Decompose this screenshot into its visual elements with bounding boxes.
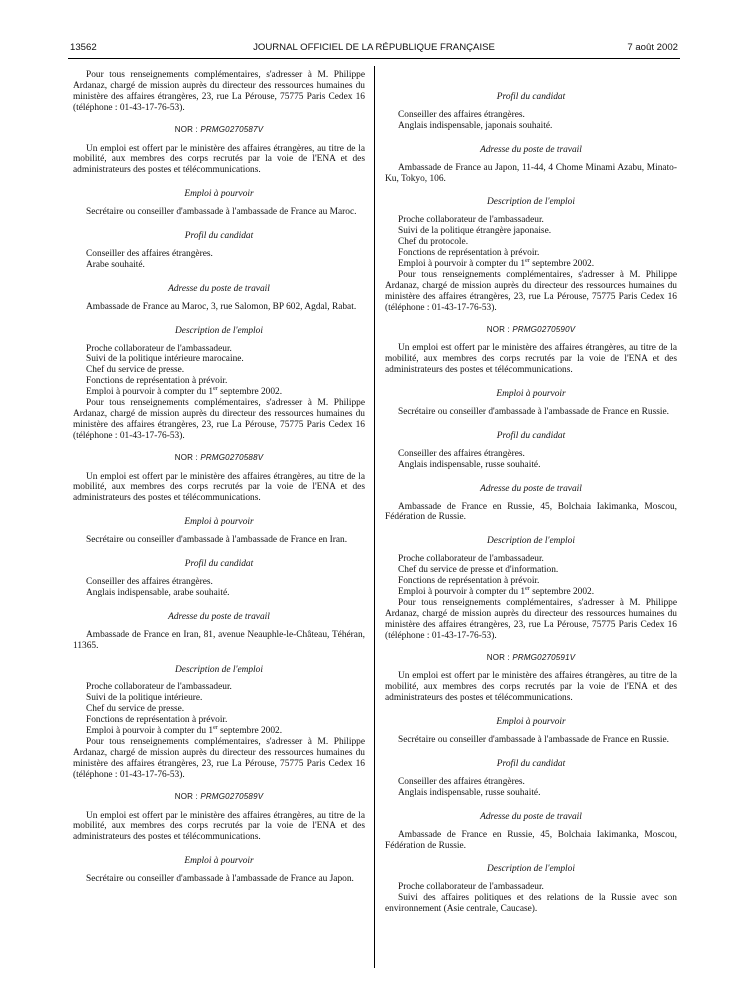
- contact-paragraph: Pour tous renseignements complémentaires, s'adresser à M. Philippe Ardanaz, chargé de mission auprès du directeur des ressources humaines du ministère des affaires étrangères, 23, rue La Pérouse, 75775 Paris Cedex 16 (téléphone : 01-43-17-76-53).: [73, 736, 365, 780]
- nor-code: PRMG0270591V: [512, 652, 576, 662]
- section-heading-profil: Profil du candidat: [496, 758, 566, 769]
- column-divider: [374, 66, 375, 968]
- nor-code: PRMG0270588V: [200, 452, 264, 462]
- section-heading-description: Description de l'emploi: [487, 197, 575, 208]
- section-heading-description: Description de l'emploi: [487, 536, 575, 547]
- contact-paragraph: Pour tous renseignements complémentaires, s'adresser à M. Philippe Ardanaz, chargé de mission auprès du directeur des ressources humaines du ministère des affaires étrangères, 23, rue La Pérouse, 75775 Paris Cedex 16 (téléphone : 01-43-17-76-53).: [73, 70, 365, 113]
- section-heading-adresse: Adresse du poste de travail: [480, 811, 582, 822]
- issue-date: 7 août 2002: [627, 42, 678, 53]
- profil-line: Conseiller des affaires étrangères.: [86, 248, 213, 259]
- profil-line: Conseiller des affaires étrangères.: [398, 776, 525, 787]
- nor-reference: NOR : PRMG0270591V: [486, 652, 576, 662]
- description-line: Proche collaborateur de l'ambassadeur.: [398, 882, 544, 893]
- start-date-line: Emploi à pourvoir à compter du 1er septembre 2002.: [398, 585, 595, 597]
- right-column: [385, 70, 677, 915]
- description-line: Suivi des affaires politiques et des relations de la Russie avec son environnement (Asie centrale, Caucase).: [385, 893, 677, 915]
- contact-paragraph: Pour tous renseignements complémentaires, s'adresser à M. Philippe Ardanaz, chargé de mission auprès du directeur des ressources humaines du ministère des affaires étrangères, 23, rue La Pérouse, 75775 Paris Cedex 16 (téléphone : 01-43-17-76-53).: [73, 398, 365, 441]
- section-heading-adresse: Adresse du poste de travail: [480, 144, 582, 155]
- section-heading-adresse: Adresse du poste de travail: [480, 483, 582, 494]
- description-line: Proche collaborateur de l'ambassadeur.: [86, 682, 232, 693]
- profil-line: Arabe souhaité.: [86, 259, 145, 270]
- section-heading-adresse: Adresse du poste de travail: [168, 283, 270, 294]
- profil-line: Conseiller des affaires étrangères.: [398, 448, 525, 459]
- section-heading-profil: Profil du candidat: [184, 559, 254, 570]
- nor-code: PRMG0270590V: [512, 324, 576, 334]
- section-heading-profil: Profil du candidat: [496, 430, 566, 441]
- description-line: Chef du protocole.: [398, 237, 469, 248]
- description-line: Suivi de la politique intérieure marocaine.: [86, 354, 244, 365]
- description-line: Fonctions de représentation à prévoir.: [398, 576, 540, 587]
- section-heading-emploi: Emploi à pourvoir: [184, 189, 254, 200]
- contact-paragraph: Pour tous renseignements complémentaires, s'adresser à M. Philippe Ardanaz, chargé de mission auprès du directeur des ressources humaines du ministère des affaires étrangères, 23, rue La Pérouse, 75775 Paris Cedex 16 (téléphone : 01-43-17-76-53).: [385, 597, 677, 641]
- page-number: 13562: [70, 42, 97, 53]
- offer-paragraph: Un emploi est offert par le ministère des affaires étrangères, au titre de la mobilité, aux membres des corps recrutés par la voie de l'ENA et des administrateurs des postes et télécommunications.: [73, 143, 365, 176]
- nor-reference: NOR : PRMG0270588V: [174, 452, 264, 462]
- description-line: Fonctions de représentation à prévoir.: [398, 248, 540, 259]
- emploi-text: Secrétaire ou conseiller d'ambassade à l'ambassade de France au Maroc.: [86, 207, 357, 218]
- section-heading-emploi: Emploi à pourvoir: [496, 389, 566, 400]
- nor-reference: NOR : PRMG0270590V: [486, 324, 576, 334]
- contact-paragraph: Pour tous renseignements complémentaires, s'adresser à M. Philippe Ardanaz, chargé de mission auprès du directeur des ressources humaines du ministère des affaires étrangères, 23, rue La Pérouse, 75775 Paris Cedex 16 (téléphone : 01-43-17-76-53).: [385, 269, 677, 313]
- section-heading-emploi: Emploi à pourvoir: [184, 856, 254, 867]
- offer-paragraph: Un emploi est offert par le ministère des affaires étrangères, au titre de la mobilité, aux membres des corps recrutés par la voie de l'ENA et des administrateurs des postes et télécommunications.: [73, 810, 365, 843]
- start-date-line: Emploi à pourvoir à compter du 1er septembre 2002.: [86, 386, 283, 398]
- profil-line: Conseiller des affaires étrangères.: [398, 109, 525, 120]
- left-column: [73, 70, 365, 885]
- adresse-text: Ambassade de France en Russie, 45, Bolchaia Iakimanka, Moscou, Fédération de Russie.: [385, 501, 677, 523]
- nor-reference: NOR : PRMG0270587V: [174, 124, 264, 134]
- profil-line: Anglais indispensable, russe souhaité.: [398, 787, 541, 798]
- adresse-text: Ambassade de France en Russie, 45, Bolchaia Iakimanka, Moscou, Fédération de Russie.: [385, 829, 677, 851]
- section-heading-adresse: Adresse du poste de travail: [168, 611, 270, 622]
- description-line: Fonctions de représentation à prévoir.: [86, 376, 228, 387]
- section-heading-description: Description de l'emploi: [487, 864, 575, 875]
- emploi-text: Secrétaire ou conseiller d'ambassade à l'ambassade de France au Japon.: [86, 874, 354, 885]
- emploi-text: Secrétaire ou conseiller d'ambassade à l'ambassade de France en Iran.: [86, 535, 348, 546]
- description-line: Chef du service de presse et d'information.: [398, 565, 559, 576]
- profil-line: Anglais indispensable, russe souhaité.: [398, 459, 541, 470]
- nor-reference: NOR : PRMG0270589V: [174, 791, 264, 801]
- emploi-text: Secrétaire ou conseiller d'ambassade à l'ambassade de France en Russie.: [398, 735, 669, 746]
- adresse-text: Ambassade de France en Iran, 81, avenue Neauphle-le-Château, Téhéran, 11365.: [73, 629, 365, 651]
- section-heading-emploi: Emploi à pourvoir: [496, 717, 566, 728]
- start-date-line: Emploi à pourvoir à compter du 1er septembre 2002.: [398, 257, 595, 269]
- adresse-text: Ambassade de France au Maroc, 3, rue Salomon, BP 602, Agdal, Rabat.: [86, 301, 357, 312]
- journal-title: JOURNAL OFFICIEL DE LA RÉPUBLIQUE FRANÇAISE: [253, 42, 495, 53]
- start-date-line: Emploi à pourvoir à compter du 1er septembre 2002.: [86, 724, 283, 737]
- description-line: Proche collaborateur de l'ambassadeur.: [86, 343, 232, 354]
- profil-line: Anglais indispensable, japonais souhaité.: [398, 120, 553, 131]
- adresse-text: Ambassade de France au Japon, 11-44, 4 Chome Minami Azabu, Minato-Ku, Tokyo, 106.: [385, 162, 677, 184]
- description-line: Chef du service de presse.: [86, 704, 185, 715]
- profil-line: Anglais indispensable, arabe souhaité.: [86, 587, 230, 598]
- section-heading-description: Description de l'emploi: [175, 325, 263, 336]
- description-line: Fonctions de représentation à prévoir.: [86, 715, 228, 726]
- header-rule: [68, 58, 680, 59]
- offer-paragraph: Un emploi est offert par le ministère des affaires étrangères, au titre de la mobilité, aux membres des corps recrutés par la voie de l'ENA et des administrateurs des postes et télécommunications.: [385, 343, 677, 376]
- description-line: Proche collaborateur de l'ambassadeur.: [398, 554, 544, 565]
- nor-code: PRMG0270589V: [200, 791, 264, 801]
- offer-paragraph: Un emploi est offert par le ministère des affaires étrangères, au titre de la mobilité, aux membres des corps recrutés par la voie de l'ENA et des administrateurs des postes et télécommunications.: [385, 671, 677, 704]
- section-heading-profil: Profil du candidat: [496, 92, 566, 102]
- description-line: Chef du service de presse.: [86, 365, 185, 376]
- section-heading-description: Description de l'emploi: [175, 664, 263, 675]
- description-line: Suivi de la politique intérieure.: [86, 693, 203, 704]
- profil-line: Conseiller des affaires étrangères.: [86, 577, 213, 587]
- description-line: Proche collaborateur de l'ambassadeur.: [398, 215, 544, 226]
- section-heading-profil: Profil du candidat: [184, 231, 254, 242]
- nor-code: PRMG0270587V: [200, 124, 264, 134]
- offer-paragraph: Un emploi est offert par le ministère des affaires étrangères, au titre de la mobilité, aux membres des corps recrutés par la voie de l'ENA et des administrateurs des postes et télécommunications.: [73, 471, 365, 504]
- emploi-text: Secrétaire ou conseiller d'ambassade à l'ambassade de France en Russie.: [398, 407, 669, 418]
- section-heading-emploi: Emploi à pourvoir: [184, 517, 254, 528]
- description-line: Suivi de la politique étrangère japonaise.: [398, 226, 552, 237]
